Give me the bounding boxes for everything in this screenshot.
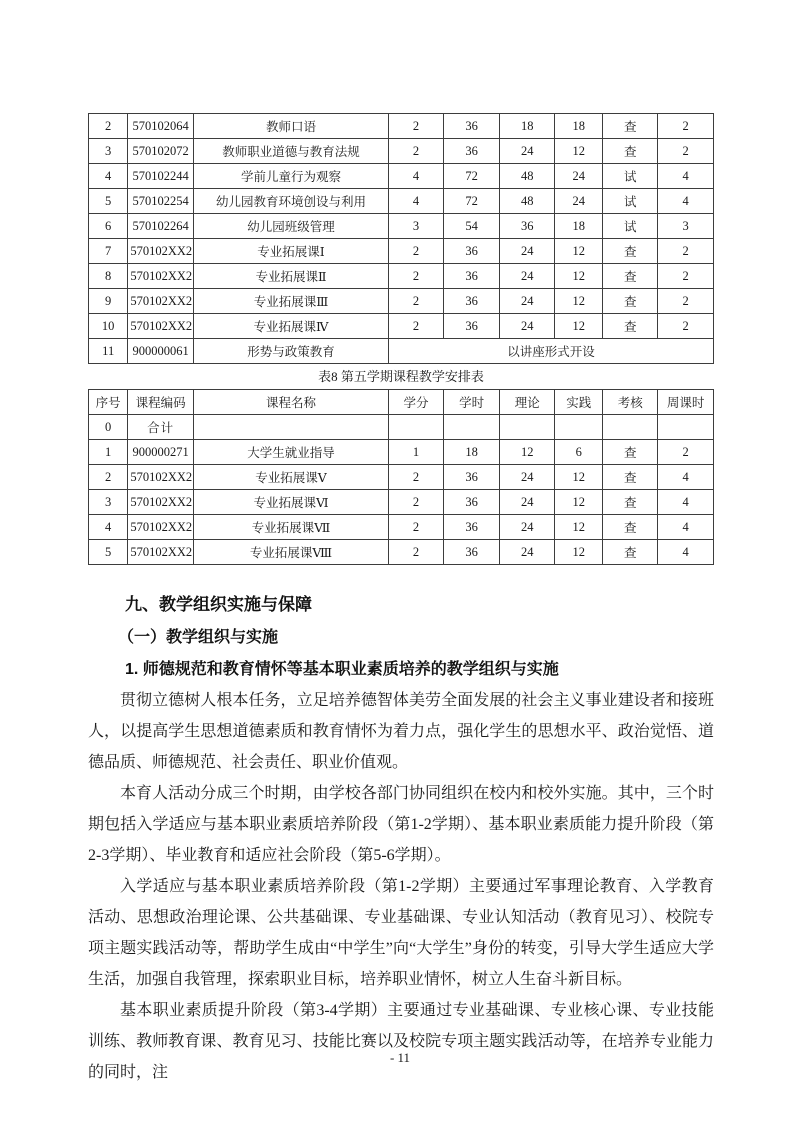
- table-caption: 表8 第五学期课程教学安排表: [318, 369, 484, 384]
- table-cell: 专业拓展课Ⅰ: [193, 239, 388, 264]
- table-cell: 36: [443, 540, 499, 565]
- table-cell: 试: [603, 214, 658, 239]
- table-cell: 10: [89, 314, 128, 339]
- table-cell: 2: [658, 114, 714, 139]
- paragraph: 入学适应与基本职业素质培养阶段（第1-2学期）主要通过军事理论教育、入学教育活动、思想政治理论课、公共基础课、专业基础课、专业认知活动（教育见习）、校院专项主题实践活动等，帮助学生成由“中学生”向“大学生”身份的转变，引导大学生适应大学生活，加强自我管理，探索职业目标，培养职业情怀，树立人生奋斗新目标。: [88, 878, 714, 988]
- table-cell: 2: [89, 114, 128, 139]
- table-row: [89, 189, 714, 214]
- table-cell: 2: [388, 515, 443, 540]
- table-cell: 570102XX2: [128, 289, 194, 314]
- table-cell: 36: [443, 139, 499, 164]
- table-cell: 54: [443, 214, 499, 239]
- table-cell: 72: [443, 189, 499, 214]
- table-cell: 2: [658, 440, 714, 465]
- table-cell: 2: [89, 465, 128, 490]
- table-cell: 4: [658, 189, 714, 214]
- table-header-row: [89, 390, 714, 415]
- table-cell: 24: [500, 314, 555, 339]
- table-cell: 2: [658, 139, 714, 164]
- table-cell: 2: [388, 289, 443, 314]
- table-row: [89, 490, 714, 515]
- table-cell: 570102XX2: [128, 490, 194, 515]
- table-cell: 0: [89, 415, 128, 440]
- table-header-cell: 课程名称: [193, 390, 388, 415]
- table-cell: 大学生就业指导: [193, 440, 388, 465]
- table-cell: 24: [500, 264, 555, 289]
- table-cell: 36: [443, 314, 499, 339]
- paragraph: 贯彻立德树人根本任务，立足培养德智体美劳全面发展的社会主义事业建设者和接班人，以提高学生思想道德素质和教育情怀为着力点，强化学生的思想水平、政治觉悟、道德品质、师德规范、社会责任、职业价值观。: [88, 692, 714, 771]
- table-cell: 专业拓展课Ⅵ: [193, 490, 388, 515]
- table-cell: 18: [500, 114, 555, 139]
- table-cell: 7: [89, 239, 128, 264]
- table-cell: 5: [89, 189, 128, 214]
- table-row: [89, 440, 714, 465]
- table-cell: 24: [500, 515, 555, 540]
- table-row: [89, 515, 714, 540]
- table-cell: [193, 415, 388, 440]
- table-cell: 11: [89, 339, 128, 364]
- table-header-cell: 学时: [443, 390, 499, 415]
- table-header-cell: 课程编码: [128, 390, 194, 415]
- table-cell: 教师口语: [193, 114, 388, 139]
- table-cell: 36: [443, 114, 499, 139]
- table-cell: 专业拓展课Ⅲ: [193, 289, 388, 314]
- table-cell: [500, 415, 555, 440]
- table-cell: 570102XX2: [128, 314, 194, 339]
- table-cell: 12: [555, 515, 603, 540]
- subsubsection-heading: 1. 师德规范和教育情怀等基本职业素质培养的教学组织与实施: [125, 661, 559, 678]
- table-cell: 36: [500, 214, 555, 239]
- table-cell: 3: [658, 214, 714, 239]
- table-cell: 2: [388, 314, 443, 339]
- table-cell: 12: [555, 540, 603, 565]
- table-cell: 专业拓展课Ⅱ: [193, 264, 388, 289]
- table-cell: 幼儿园教育环境创设与利用: [193, 189, 388, 214]
- table-cell: 专业拓展课Ⅳ: [193, 314, 388, 339]
- table-cell: 2: [388, 264, 443, 289]
- table-cell: 查: [603, 239, 658, 264]
- table-header-cell: 学分: [388, 390, 443, 415]
- table-cell: 24: [500, 289, 555, 314]
- table-cell: 3: [89, 139, 128, 164]
- table-cell: 4: [658, 465, 714, 490]
- table-cell: 2: [388, 540, 443, 565]
- table-cell: 24: [500, 139, 555, 164]
- table-cell: 2: [658, 314, 714, 339]
- table-header-cell: 考核: [603, 390, 658, 415]
- table-row: [89, 314, 714, 339]
- table-cell: 570102XX2: [128, 239, 194, 264]
- table-cell: 4: [658, 540, 714, 565]
- table-body: [89, 114, 714, 364]
- table-header-cell: 理论: [500, 390, 555, 415]
- table-cell: 570102XX2: [128, 465, 194, 490]
- table-cell: [555, 415, 603, 440]
- table-cell: 36: [443, 465, 499, 490]
- table-cell: 4: [388, 164, 443, 189]
- table-cell: 学前儿童行为观察: [193, 164, 388, 189]
- table-cell: 9: [89, 289, 128, 314]
- table-row: [89, 214, 714, 239]
- table-cell: 36: [443, 289, 499, 314]
- table-cell: 1: [89, 440, 128, 465]
- table-cell: 2: [388, 239, 443, 264]
- table-cell: 72: [443, 164, 499, 189]
- table-cell: 6: [555, 440, 603, 465]
- table-cell: 24: [500, 465, 555, 490]
- table-cell: [443, 415, 499, 440]
- table-cell: 合计: [128, 415, 194, 440]
- table-row: [89, 465, 714, 490]
- table-semester5: [88, 389, 714, 565]
- table-cell: 48: [500, 164, 555, 189]
- table-cell: 查: [603, 314, 658, 339]
- table-header-cell: 实践: [555, 390, 603, 415]
- table-cell: 试: [603, 189, 658, 214]
- table-cell: 查: [603, 289, 658, 314]
- table-cell: 48: [500, 189, 555, 214]
- table-cell: 12: [555, 139, 603, 164]
- table-cell: [658, 415, 714, 440]
- table-cell: 2: [388, 114, 443, 139]
- table-cell: 36: [443, 264, 499, 289]
- table-cell: 试: [603, 164, 658, 189]
- table-cell: 24: [500, 239, 555, 264]
- table-cell: 专业拓展课Ⅷ: [193, 540, 388, 565]
- table-cell: 查: [603, 139, 658, 164]
- table-header-cell: 周课时: [658, 390, 714, 415]
- table-cell: 1: [388, 440, 443, 465]
- table-cell: 4: [658, 490, 714, 515]
- table-cell: [603, 415, 658, 440]
- table-cell: 570102XX2: [128, 515, 194, 540]
- table-cell: 6: [89, 214, 128, 239]
- table-cell: 12: [555, 490, 603, 515]
- table-row: [89, 339, 714, 364]
- table-cell: 4: [89, 515, 128, 540]
- table-cell: 36: [443, 239, 499, 264]
- table-row: [89, 139, 714, 164]
- table-cell: 24: [555, 189, 603, 214]
- table-cell: 570102XX2: [128, 264, 194, 289]
- table-cell: 2: [658, 239, 714, 264]
- subsection-heading: （一）教学组织与实施: [118, 629, 279, 646]
- table-cell: 2: [388, 465, 443, 490]
- page-content: [88, 113, 714, 1088]
- table-cell: 570102244: [128, 164, 194, 189]
- section-heading: 九、教学组织实施与保障: [125, 595, 312, 614]
- table-cell: 幼儿园班级管理: [193, 214, 388, 239]
- table-cell: 24: [555, 164, 603, 189]
- table-cell: 36: [443, 490, 499, 515]
- table-cell: 查: [603, 490, 658, 515]
- table-cell: 900000271: [128, 440, 194, 465]
- table-cell: 570102XX2: [128, 540, 194, 565]
- table-cell: 12: [555, 264, 603, 289]
- table-cell: 2: [658, 264, 714, 289]
- table-cell: 12: [555, 465, 603, 490]
- table-cell: 4: [388, 189, 443, 214]
- table-cell: 8: [89, 264, 128, 289]
- table-body: [89, 415, 714, 565]
- table-cell: 查: [603, 114, 658, 139]
- table-cell: 4: [658, 515, 714, 540]
- table-cell: 24: [500, 540, 555, 565]
- table-cell: 教师职业道德与教育法规: [193, 139, 388, 164]
- table-cell: 查: [603, 515, 658, 540]
- table-row: [89, 540, 714, 565]
- paragraph: 基本职业素质提升阶段（第3-4学期）主要通过专业基础课、专业核心课、专业技能训练、教师教育课、教育见习、技能比赛以及校院专项主题实践活动等，在培养专业能力的同时，注: [88, 1002, 714, 1081]
- table-cell: 3: [388, 214, 443, 239]
- table-cell: 18: [443, 440, 499, 465]
- table-cell: 18: [555, 214, 603, 239]
- table-cell: 以讲座形式开设: [388, 339, 713, 364]
- table-cell: 570102264: [128, 214, 194, 239]
- table-cell: 36: [443, 515, 499, 540]
- table-cell: 形势与政策教育: [193, 339, 388, 364]
- table-cell: [388, 415, 443, 440]
- table-cell: 2: [388, 490, 443, 515]
- table-cell: 查: [603, 540, 658, 565]
- table-semester4-continued: [88, 113, 714, 364]
- table-cell: 18: [555, 114, 603, 139]
- table-cell: 查: [603, 465, 658, 490]
- table-cell: 查: [603, 264, 658, 289]
- table-cell: 3: [89, 490, 128, 515]
- table-cell: 570102064: [128, 114, 194, 139]
- table-row: [89, 264, 714, 289]
- table-cell: 900000061: [128, 339, 194, 364]
- table-header-cell: 序号: [89, 390, 128, 415]
- table-row: [89, 164, 714, 189]
- table-cell: 查: [603, 440, 658, 465]
- table-cell: 12: [500, 440, 555, 465]
- table-row: [89, 239, 714, 264]
- table-row: [89, 289, 714, 314]
- table-row: [89, 415, 714, 440]
- table-cell: 12: [555, 289, 603, 314]
- table-cell: 4: [658, 164, 714, 189]
- table-cell: 专业拓展课Ⅶ: [193, 515, 388, 540]
- table-cell: 570102254: [128, 189, 194, 214]
- table-cell: 12: [555, 314, 603, 339]
- table-cell: 2: [388, 139, 443, 164]
- page-number: - 11: [389, 1050, 411, 1065]
- table-cell: 570102072: [128, 139, 194, 164]
- table-row: [89, 114, 714, 139]
- table-cell: 12: [555, 239, 603, 264]
- table-cell: 2: [658, 289, 714, 314]
- table-cell: 5: [89, 540, 128, 565]
- table-cell: 4: [89, 164, 128, 189]
- paragraph: 本育人活动分成三个时期，由学校各部门协同组织在校内和校外实施。其中，三个时期包括入学适应与基本职业素质培养阶段（第1-2学期）、基本职业素质能力提升阶段（第2-3学期）、毕业教育和适应社会阶段（第5-6学期）。: [88, 785, 714, 864]
- table-cell: 24: [500, 490, 555, 515]
- table-cell: 专业拓展课Ⅴ: [193, 465, 388, 490]
